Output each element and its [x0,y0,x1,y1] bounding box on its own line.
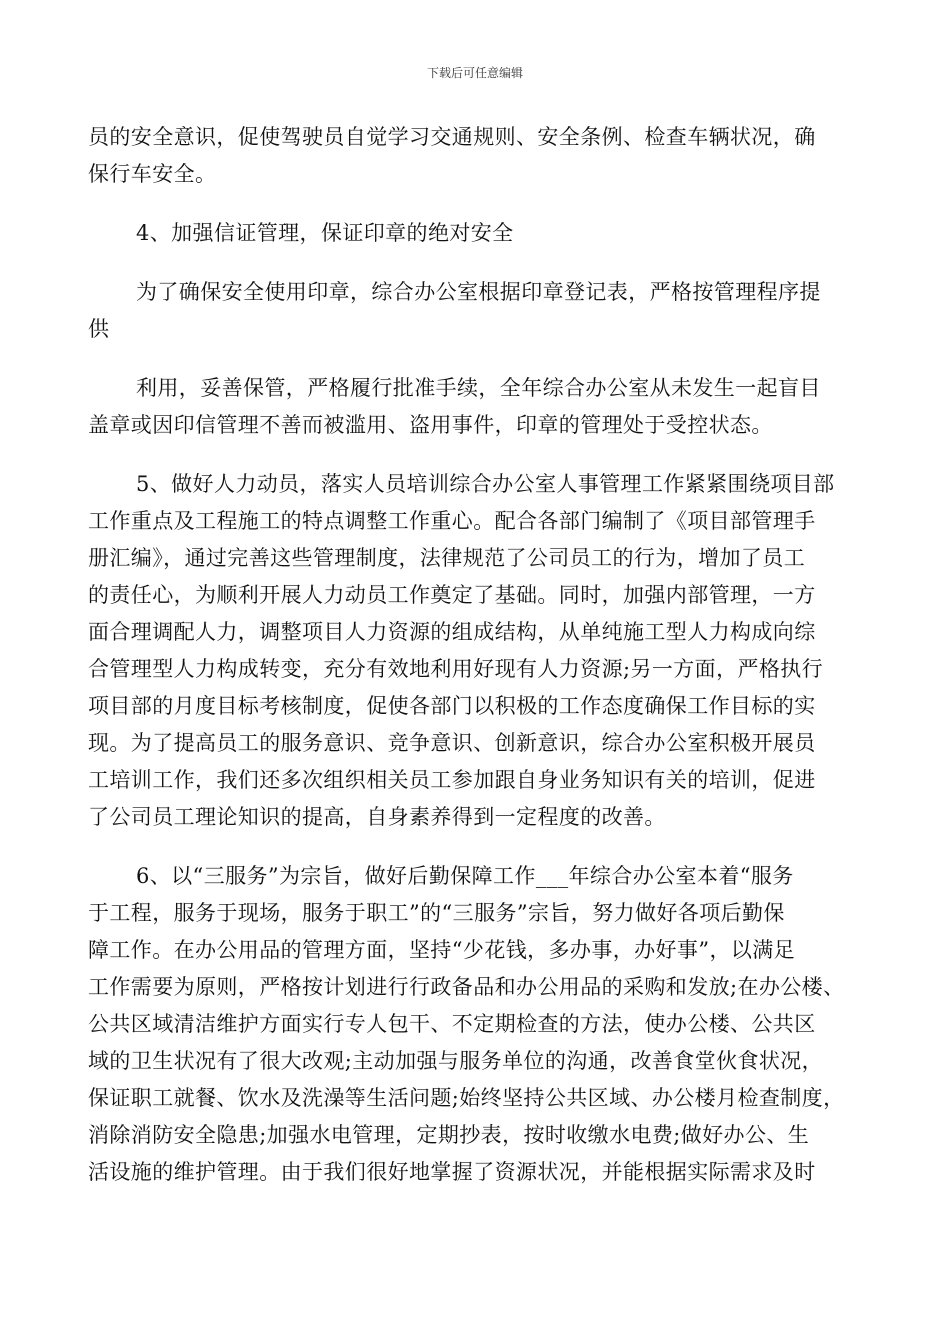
text-line: 活设施的维护管理。由于我们很好地掌握了资源状况，并能根据实际需求及时 [88,1160,816,1184]
text-line: 盖章或因印信管理不善而被滥用、盗用事件，印章的管理处于受控状态。 [88,413,773,437]
text-line: 了公司员工理论知识的提高，自身素养得到一定程度的改善。 [88,805,666,829]
text-line: 的责任心，为顺利开展人力动员工作奠定了基础。同时，加强内部管理，一方 [88,583,816,607]
text-line: 保证职工就餐、饮水及洗澡等生活问题;始终坚持公共区域、办公楼月检查制度， [88,1086,845,1110]
text-line: 为了确保安全使用印章，综合办公室根据印章登记表，严格按管理程序提 [136,280,821,304]
section-heading: 4、加强信证管理，保证印章的绝对安全 [136,221,514,245]
text-line: 现。为了提高员工的服务意识、竞争意识、创新意识，综合办公室积极开展员 [88,731,816,755]
text-line: 利用，妥善保管，严格履行批准手续，全年综合办公室从未发生一起盲目 [136,376,821,400]
text-line: 消除消防安全隐患;加强水电管理，定期抄表，按时收缴水电费;做好办公、生 [88,1123,810,1147]
page-header: 下载后可任意编辑 [426,66,523,80]
text-line: 6、以“三服务”为宗旨，做好后勤保障工作___年综合办公室本着“服务 [136,864,794,888]
text-line: 工培训工作，我们还多次组织相关员工参加跟自身业务知识有关的培训，促进 [88,768,816,792]
text-line: 工作重点及工程施工的特点调整工作重心。配合各部门编制了《项目部管理手 [88,509,816,533]
text-line: 保行车安全。 [88,162,217,186]
text-line: 项目部的月度目标考核制度，促使各部门以积极的工作态度确保工作目标的实 [88,694,816,718]
text-line: 员的安全意识，促使驾驶员自觉学习交通规则、安全条例、检查车辆状况，确 [88,125,816,149]
text-line: 供 [88,317,110,341]
text-line: 册汇编》，通过完善这些管理制度，法律规范了公司员工的行为，增加了员工 [88,546,806,570]
text-line: 公共区域清洁维护方面实行专人包干、不定期检查的方法，使办公楼、公共区 [88,1012,816,1036]
text-line: 5、做好人力动员，落实人员培训综合办公室人事管理工作紧紧围绕项目部 [136,472,835,496]
text-line: 工作需要为原则，严格按计划进行行政备品和办公用品的采购和发放;在办公楼、 [88,975,845,999]
text-line: 面合理调配人力，调整项目人力资源的组成结构，从单纯施工型人力构成向综 [88,620,816,644]
text-line: 合管理型人力构成转变，充分有效地利用好现有人力资源;另一方面，严格执行 [88,657,824,681]
text-line: 于工程，服务于现场，服务于职工”的“三服务”宗旨，努力做好各项后勤保 [88,901,785,925]
text-line: 域的卫生状况有了很大改观;主动加强与服务单位的沟通，改善食堂伙食状况， [88,1049,824,1073]
text-line: 障工作。在办公用品的管理方面，坚持“少花钱，多办事，办好事”，以满足 [88,938,796,962]
